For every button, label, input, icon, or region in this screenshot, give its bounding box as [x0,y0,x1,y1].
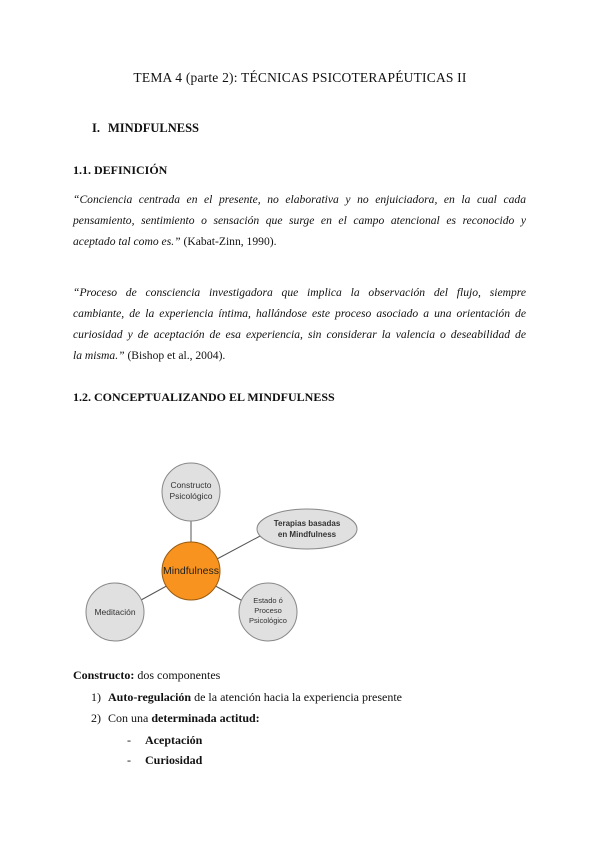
terapias-label: en Mindfulness [277,530,337,539]
quote-line-italic: aceptado tal como es.” [73,235,181,248]
sublist-marker: - [127,753,131,767]
section-heading-mindfulness [92,121,199,136]
quote-line-italic: la misma.” [73,349,125,362]
quote-line [73,231,526,252]
terapias-label: Terapias basadas [273,519,341,528]
quote-line: “Conciencia centrada en el presente, no elaborativa y no enjuiciadora, en la cual cada [73,193,526,206]
quote-line: “Proceso de consciencia investigadora que implica la observación del flujo, siempre [73,286,526,299]
list-marker: 1) [91,690,101,704]
center-label: Mindfulness [162,565,220,577]
sublist-text: Curiosidad [145,753,203,767]
quote-kabat-zinn [73,189,526,252]
list-item-text: Con una [108,711,152,725]
list-item-text: de la atención hacia la experiencia presente [191,690,402,704]
sublist-item-curiosidad [127,753,202,768]
sublist-item-aceptacion [127,733,202,748]
section-number: I. [92,121,100,135]
sublist-marker: - [127,733,131,747]
quote-citation: (Bishop et al., 2004). [124,349,226,362]
terapias-node [257,509,357,549]
subsection-heading-definicion: 1.1. DEFINICIÓN [73,163,168,177]
quote-line: curiosidad y de aceptación de esa experiencia, sin considerar la valencia o deseabilidad de [73,328,526,341]
sublist-text: Aceptación [145,733,203,747]
quote-bishop [73,282,526,366]
quote-citation: (Kabat-Zinn, 1990). [180,235,277,248]
quote-line: cambiante, de la experiencia íntima, hallándose este proceso asociado a una orientación de [73,307,526,320]
page-title: TEMA 4 (parte 2): TÉCNICAS PSICOTERAPÉUTICAS II [133,70,467,85]
section-label: MINDFULNESS [108,121,199,135]
constructo-text: dos componentes [134,668,221,682]
constructo-label: Constructo [170,480,212,490]
estado-label: Proceso [254,606,282,615]
subsection-heading-conceptualizando: 1.2. CONCEPTUALIZANDO EL MINDFULNESS [73,390,335,404]
constructo-line [73,668,220,683]
list-item-2 [91,711,260,726]
meditacion-label: Meditación [94,607,136,617]
estado-label: Psicológico [249,616,287,625]
list-marker: 2) [91,711,101,725]
quote-line: pensamiento, sentimiento o sensación que surge en el campo atencional es reconocido y [73,214,526,227]
list-item-1 [91,690,402,705]
constructo-label: Psicológico [169,491,213,501]
connector-terapias [217,535,262,559]
list-item-bold: determinada actitud: [151,711,260,725]
constructo-label: Constructo: [73,668,135,682]
mindfulness-diagram [72,445,372,655]
estado-label: Estado ó [253,596,283,605]
list-item-bold: Auto-regulación [108,690,192,704]
quote-line [73,345,526,366]
mindfulness-diagram-svg [72,445,372,655]
